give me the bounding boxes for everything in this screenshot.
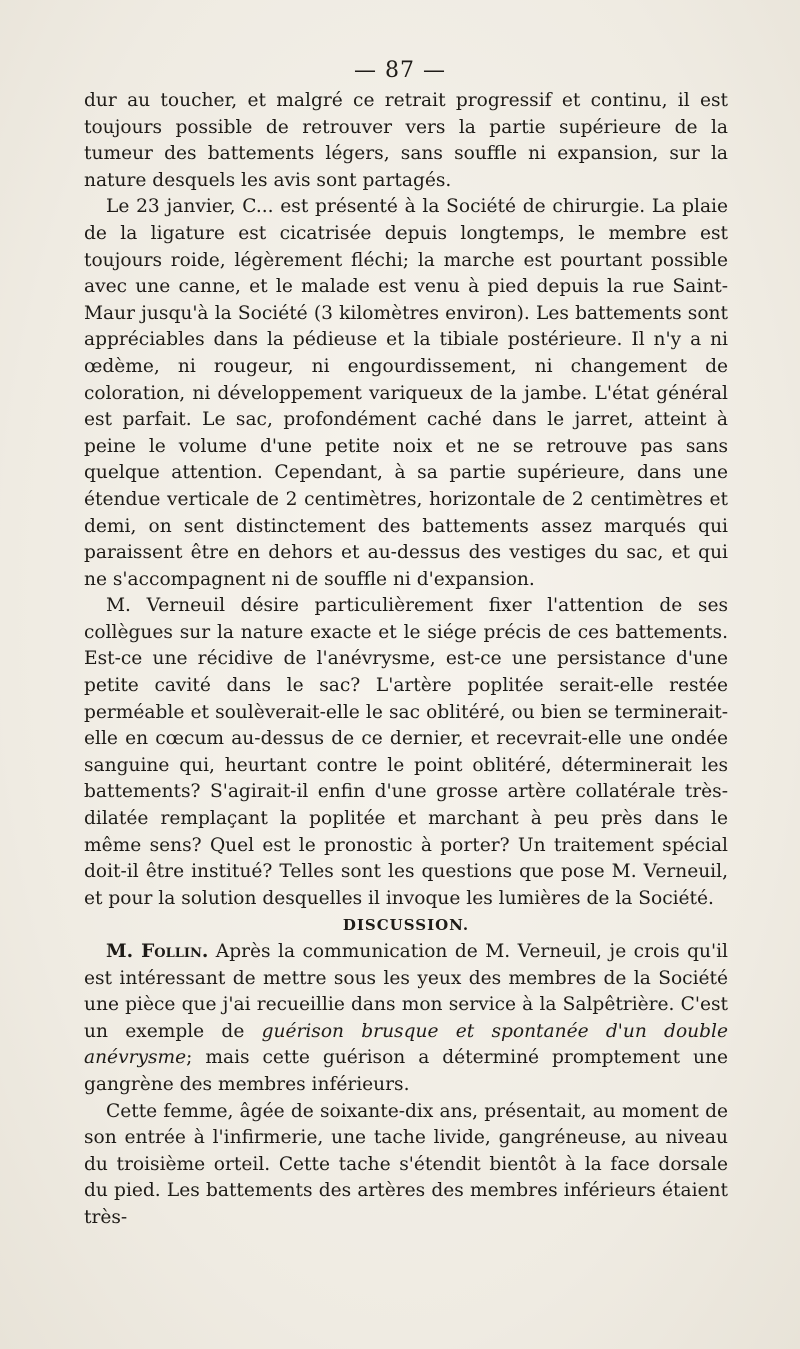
discussion-italic: guérison brusque et spontanée d'un double anévrysme xyxy=(84,1020,728,1069)
page-number: — 87 — xyxy=(354,58,446,83)
paragraph-1: dur au toucher, et malgré ce retrait progressif et continu, il est toujours possible de retrouver vers la partie supérieure de la tumeur des battements légers, sans souffle ni expansion, sur la nature desquels les avis sont partagés. xyxy=(84,90,728,191)
discussion-paragraph-1 xyxy=(84,939,728,1099)
section-heading: DISCUSSION. xyxy=(342,916,470,935)
paragraph-3: M. Verneuil désire particulièrement fixer l'attention de ses collègues sur la nature exacte et le siége précis de ces battements. Est-ce une récidive de l'anévrysme, est-ce une persistance d'une petite cavité dans le sac? L'artère poplitée serait-elle restée perméable et soulèverait-elle le sac oblitéré, ou bien se terminerait-elle en cœcum au-dessus de ce dernier, et recevrait-elle une ondée sanguine qui, heurtant contre le point oblitéré, déterminerait les battements? S'agirait-il enfin d'une grosse artère collatérale très-dilatée remplaçant la poplitée et marchant à peu près dans le même sens? Quel est le pronostic à porter? Un traitement spécial doit-il être institué? Telles sont les questions que pose M. Verneuil, et pour la solution desquelles il invoque les lumières de la Société. xyxy=(84,595,728,909)
speaker-name: M. Follin. xyxy=(106,941,209,962)
body-text xyxy=(84,88,728,1232)
paragraph-2: Le 23 janvier, C... est présenté à la Société de chirurgie. La plaie de la ligature est cicatrisée depuis longtemps, le membre est toujours roide, légèrement fléchi; la marche est pourtant possible avec une canne, et le malade est venu à pied depuis la rue Saint-Maur jusqu'à la Société (3 kilomètres environ). Les battements sont appréciables dans la pédieuse et la tibiale postérieure. Il n'y a ni œdème, ni rougeur, ni engourdissement, ni changement de coloration, ni développement variqueux de la jambe. L'état général est parfait. Le sac, profondément caché dans le jarret, atteint à peine le volume d'une petite noix et ne se retrouve pas sans quelque attention. Cependant, à sa partie supérieure, dans une étendue verticale de 2 centimètres, horizontale de 2 centimètres et demi, on sent distinctement des battements assez marqués qui paraissent être en dehors et au-dessus des vestiges du sac, et qui ne s'accompagnent ni de souffle ni d'expansion. xyxy=(84,196,728,590)
discussion-text-b: ; mais cette guérison a déterminé promptement une gangrène des membres inférieurs. xyxy=(84,1047,728,1095)
discussion-text-a: Après la communication de M. Verneuil, je crois qu'il est intéressant de mettre sous les yeux des membres de la Société une pièce que j'ai recueillie dans mon service à la Salpêtrière. C'est un exemple de xyxy=(84,941,728,1042)
discussion-paragraph-2: Cette femme, âgée de soixante-dix ans, présentait, au moment de son entrée à l'infirmerie, une tache livide, gangréneuse, au niveau du troisième orteil. Cette tache s'étendit bientôt à la face dorsale du pied. Les battements des artères des membres inférieurs étaient très- xyxy=(84,1100,728,1228)
